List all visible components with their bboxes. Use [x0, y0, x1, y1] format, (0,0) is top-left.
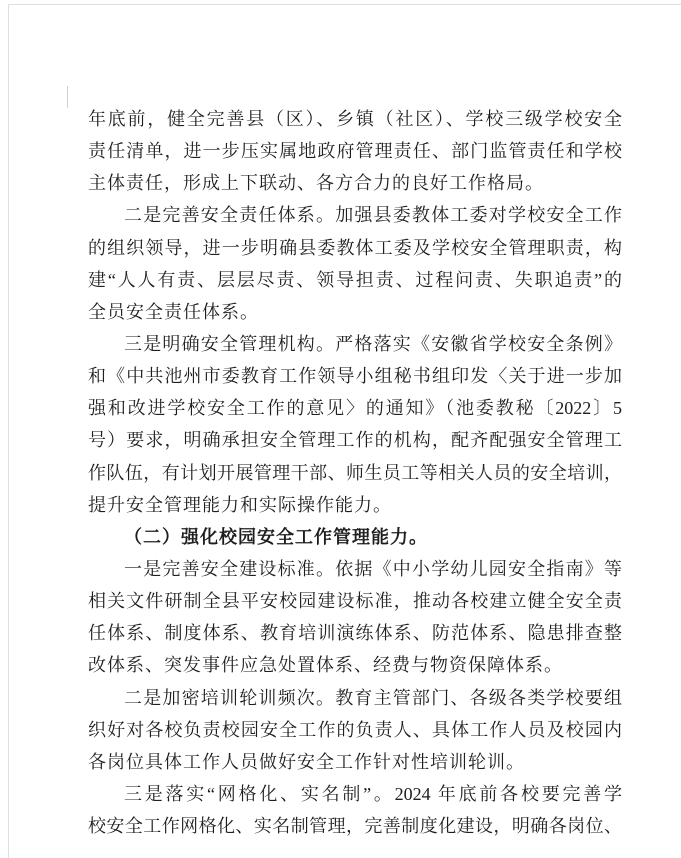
text-line: 各岗位具体工作人员做好安全工作针对性培训轮训。	[88, 751, 525, 772]
text-line: 强和改进学校安全工作的意见〉的通知》（池委教秘〔2022〕5	[88, 398, 622, 419]
text-line: 改体系、突发事件应急处置体系、经费与物资保障体系。	[88, 655, 563, 676]
text-line: 年底前，健全完善县（区）、乡镇（社区）、学校三级学校安全	[88, 109, 622, 129]
text-line: 作队伍，有计划开展管理干部、师生员工等相关人员的安全培训，	[88, 462, 622, 483]
text-line: 织好对各校负责校园安全工作的负责人、具体工作人员及校园内	[88, 719, 622, 740]
text-line: 责任清单，进一步压实属地政府管理责任、部门监管责任和学校	[88, 141, 622, 162]
text-line: 建“人人有责、层层尽责、领导担责、过程问责、失职追责”的	[88, 269, 622, 290]
text-line: 相关文件研制全县平安校园建设标准，推动各校建立健全安全责	[88, 591, 622, 612]
text-line: 任体系、制度体系、教育培训演练体系、防范体系、隐患排查整	[88, 623, 622, 644]
text-line: 校安全工作网格化、实名制管理，完善制度化建设，明确各岗位、	[88, 816, 622, 837]
page-edge-top	[9, 4, 681, 5]
text-line: 三是落实“网格化、实名制”。2024 年底前各校要完善学	[124, 783, 622, 804]
text-line: 号）要求，明确承担安全管理工作的机构，配齐配强安全管理工	[88, 430, 622, 451]
text-boundary-mark	[67, 86, 68, 108]
text-line: 三是明确安全管理机构。严格落实《安徽省学校安全条例》	[124, 333, 622, 354]
text-line: 二是加密培训轮训频次。教育主管部门、各级各类学校要组	[124, 687, 622, 708]
text-line: 和《中共池州市委教育工作领导小组秘书组印发〈关于进一步加	[88, 366, 622, 387]
text-line: 主体责任，形成上下联动、各方合力的良好工作格局。	[88, 173, 544, 194]
text-line: 的组织领导，进一步明确县委教体工委及学校安全管理职责，构	[88, 237, 622, 258]
document-text	[88, 103, 622, 842]
text-line: 一是完善安全建设标准。依据《中小学幼儿园安全指南》等	[124, 558, 622, 579]
section-heading: （二）强化校园安全工作管理能力。	[124, 526, 428, 547]
text-line: 提升安全管理能力和实际操作能力。	[88, 494, 392, 515]
text-line: 二是完善安全责任体系。加强县委教体工委对学校安全工作	[124, 205, 622, 226]
page-edge-left	[8, 4, 9, 858]
text-line: 全员安全责任体系。	[88, 301, 259, 322]
